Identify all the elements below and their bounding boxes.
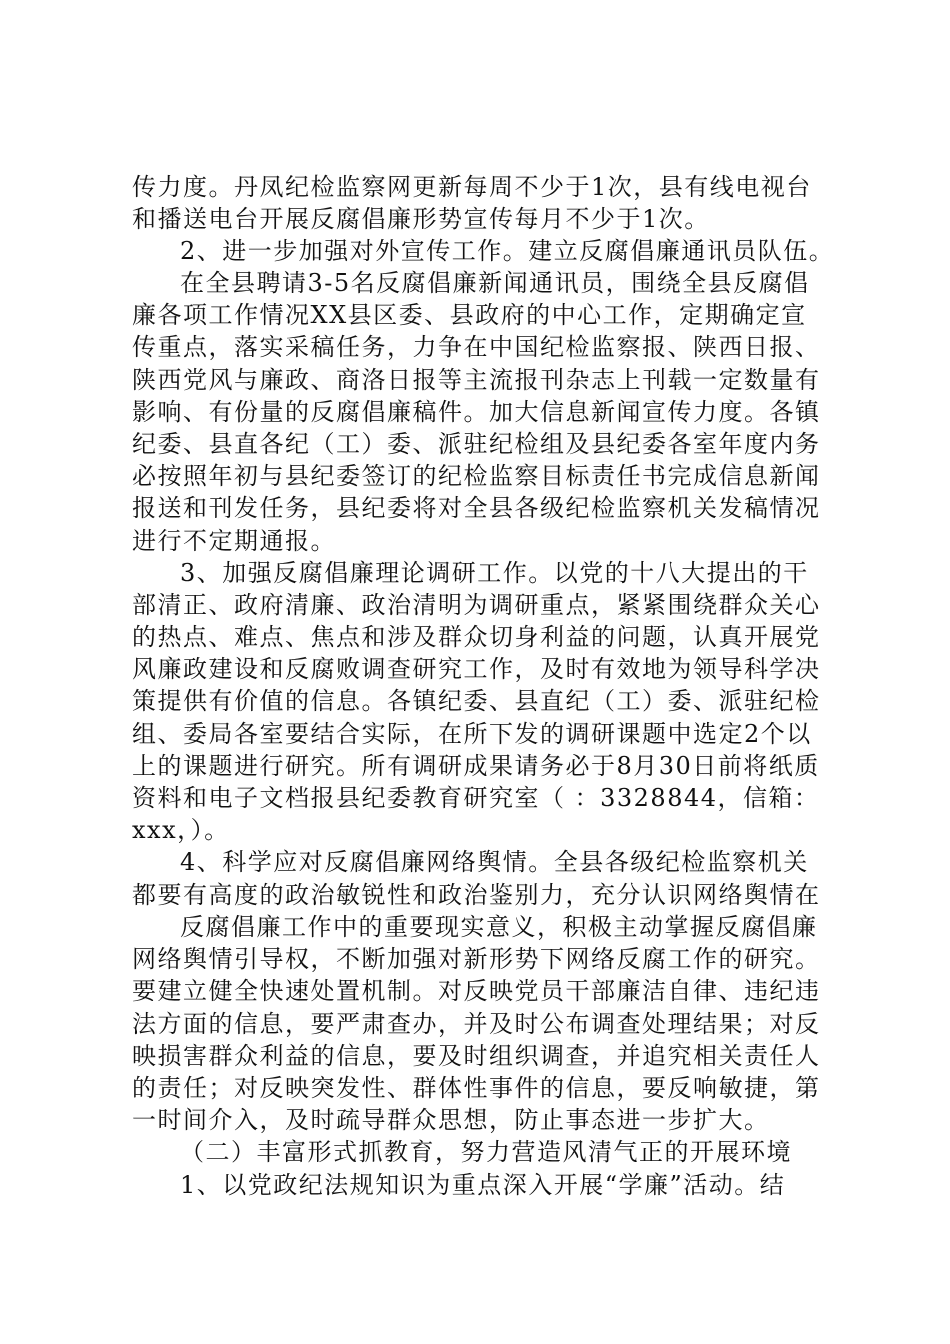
text-line: 映损害群众利益的信息，要及时组织调查，并追究相关责任人: [132, 1041, 821, 1070]
text-line: 的责任；对反映突发性、群体性事件的信息，要反响敏捷，第: [132, 1073, 821, 1102]
text-line: 和播送电台开展反腐倡廉形势宣传每月不少于1次。: [132, 205, 710, 234]
text-line: 法方面的信息，要严肃查办，并及时公布调查处理结果；对反: [132, 1009, 821, 1038]
paragraph-heading: 3、加强反腐倡廉理论调研工作。以党的十八大提出的干: [180, 558, 809, 587]
text-line: 部清正、政府清廉、政治清明为调研重点，紧紧围绕群众关心: [132, 590, 821, 619]
text-line: 传力度。丹凤纪检监察网更新每周不少于1次，县有线电视台: [132, 173, 812, 201]
text-line: 策提供有价值的信息。各镇纪委、县直纪（工）委、派驻纪检: [132, 687, 821, 716]
text-line: 风廉政建设和反腐败调查研究工作，及时有效地为领导科学决: [132, 655, 821, 684]
paragraph-heading: 2、进一步加强对外宣传工作。建立反腐倡廉通讯员队伍。: [180, 237, 835, 266]
text-line: 一时间介入，及时疏导群众思想，防止事态进一步扩大。: [132, 1106, 770, 1135]
text-line: 廉各项工作情况XX县区委、县政府的中心工作，定期确定宣: [132, 301, 807, 330]
text-line: 传重点，落实采稿任务，力争在中国纪检监察报、陕西日报、: [132, 333, 821, 362]
text-line: 进行不定期通报。: [132, 526, 336, 555]
text-line: 在全县聘请3-5名反腐倡廉新闻通讯员，围绕全县反腐倡: [180, 269, 810, 297]
text-line: 陕西党风与廉政、商洛日报等主流报刊杂志上刊载一定数量有: [132, 365, 821, 394]
text-line: 都要有高度的政治敏锐性和政治鉴别力，充分认识网络舆情在: [132, 880, 821, 909]
text-block-3: [132, 911, 832, 1201]
text-line: xxx，）。: [132, 816, 230, 845]
paragraph-heading: 1、以党政纪法规知识为重点深入开展“学廉”活动。结: [180, 1170, 786, 1199]
text-line: 必按照年初与县纪委签订的纪检监察目标责任书完成信息新闻: [132, 462, 821, 491]
text-line: 报送和刊发任务，县纪委将对全县各级纪检监察机关发稿情况: [132, 494, 821, 523]
text-line: 的热点、难点、焦点和涉及群众切身利益的问题，认真开展党: [132, 623, 821, 652]
text-line: 上的课题进行研究。所有调研成果请务必于8月30日前将纸质: [132, 751, 820, 780]
text-line: 组、委局各室要结合实际，在所下发的调研课题中选定2个以: [132, 719, 812, 748]
text-block-2: [132, 267, 832, 911]
text-line: 反腐倡廉工作中的重要现实意义，积极主动掌握反腐倡廉: [180, 913, 818, 941]
section-heading: （二）丰富形式抓教育，努力营造风清气正的开展环境: [180, 1138, 792, 1167]
text-line: 纪委、县直各纪（工）委、派驻纪检组及县纪委各室年度内务: [132, 429, 821, 458]
text-line: 影响、有份量的反腐倡廉稿件。加大信息新闻宣传力度。各镇: [132, 397, 821, 426]
paragraph-heading: 4、科学应对反腐倡廉网络舆情。全县各级纪检监察机关: [180, 848, 809, 877]
text-line: 资料和电子文档报县纪委教育研究室（ ：3328844，信箱：: [132, 784, 820, 812]
text-block-1: [132, 171, 835, 268]
text-line: 要建立健全快速处置机制。对反映党员干部廉洁自律、违纪违: [132, 977, 821, 1006]
text-line: 网络舆情引导权，不断加强对新形势下网络反腐工作的研究。: [132, 945, 821, 974]
